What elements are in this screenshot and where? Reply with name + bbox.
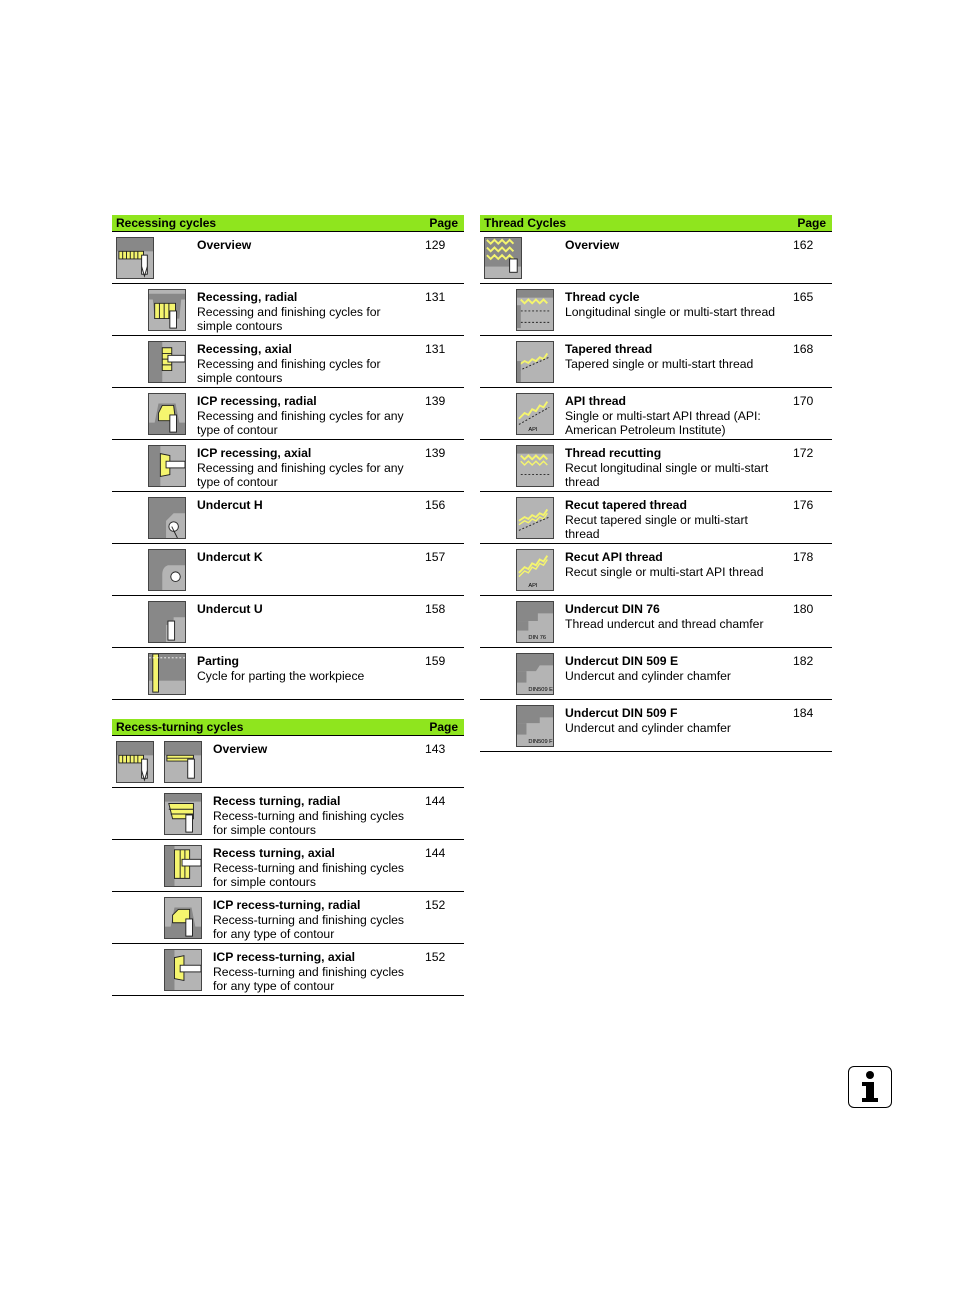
row-description: Recessing and finishing cycles for simple contours: [197, 304, 381, 334]
row-page-number: 139: [425, 446, 446, 460]
row-title: API thread: [565, 394, 626, 408]
table-row: [112, 284, 464, 336]
row-description: Thread undercut and thread chamfer: [565, 616, 764, 631]
table-row: [480, 388, 832, 440]
row-page-number: 176: [793, 498, 814, 512]
table-row: [112, 788, 464, 840]
row-page-number: 131: [425, 342, 446, 356]
row-page-number: 129: [425, 238, 446, 252]
table-row: [112, 336, 464, 388]
row-page-number: 172: [793, 446, 814, 460]
page-column-header: Page: [429, 216, 458, 230]
row-title: Parting: [197, 654, 239, 668]
row-text: [197, 654, 417, 683]
table-row: [480, 284, 832, 336]
thread-api-icon: [516, 393, 554, 435]
row-title: Undercut DIN 509 E: [565, 654, 679, 668]
info-icon: [848, 1066, 892, 1108]
row-title: ICP recessing, axial: [197, 446, 312, 460]
svg-text:DIN509 E: DIN509 E: [528, 687, 553, 694]
row-description: Cycle for parting the workpiece: [197, 668, 365, 683]
row-description: Recut tapered single or multi-start thread: [565, 512, 748, 542]
parting-icon: [148, 653, 186, 695]
undercut-h-icon: [148, 497, 186, 539]
thread-recut-taper-icon: [516, 497, 554, 539]
svg-text:DIN509 F: DIN509 F: [528, 739, 553, 746]
thread-overview-icon: [484, 237, 522, 279]
row-text: [565, 342, 785, 371]
row-page-number: 180: [793, 602, 814, 616]
table-row: [480, 440, 832, 492]
row-page-number: 162: [793, 238, 814, 252]
row-description: Recut longitudinal single or multi-start thread: [565, 460, 769, 490]
row-description: Recut single or multi-start API thread: [565, 564, 764, 579]
thread-long-icon: [516, 289, 554, 331]
row-page-number: 152: [425, 898, 446, 912]
rt-icp-axial-icon: [164, 949, 202, 991]
row-text: [197, 498, 417, 513]
table-header: [112, 719, 464, 736]
table-row: [480, 336, 832, 388]
row-page-number: 131: [425, 290, 446, 304]
row-text: [213, 742, 417, 757]
table-row: [112, 944, 464, 996]
row-description: Undercut and cylinder chamfer: [565, 668, 731, 683]
rt-icp-radial-icon: [164, 897, 202, 939]
row-page-number: 168: [793, 342, 814, 356]
table-header: [112, 215, 464, 232]
row-page-number: 182: [793, 654, 814, 668]
table-row: [112, 440, 464, 492]
row-page-number: 157: [425, 550, 446, 564]
row-title: Overview: [213, 742, 268, 756]
row-title: Thread cycle: [565, 290, 640, 304]
table-row: [112, 736, 464, 788]
overview-recess-icon: [116, 741, 154, 783]
page-column-header: Page: [797, 216, 826, 230]
page-column-header: Page: [429, 720, 458, 734]
overview-recess-icon: [116, 237, 154, 279]
row-page-number: 144: [425, 846, 446, 860]
row-description: Recess-turning and finishing cycles for simple contours: [213, 860, 405, 890]
row-title: Tapered thread: [565, 342, 653, 356]
row-title: ICP recess-turning, axial: [213, 950, 356, 964]
recess-turning-cycles-table: [112, 719, 464, 996]
table-row: [112, 388, 464, 440]
table-row: [480, 648, 832, 700]
table-row: [112, 648, 464, 700]
din76-icon: [516, 601, 554, 643]
table-row: [112, 892, 464, 944]
svg-text:DIN 76: DIN 76: [528, 635, 547, 642]
row-title: ICP recessing, radial: [197, 394, 317, 408]
recessing-cycles-table: [112, 215, 464, 700]
icp-axial-icon: [148, 445, 186, 487]
row-page-number: 139: [425, 394, 446, 408]
row-text: [213, 846, 417, 890]
table-row: [112, 492, 464, 544]
rt-axial-icon: [164, 845, 202, 887]
table-row: [112, 596, 464, 648]
row-text: [565, 706, 785, 735]
overview-recess-turn-icon: [164, 741, 202, 783]
row-title: Recut tapered thread: [565, 498, 687, 512]
row-description: Single or multi-start API thread (API: American Petroleum Institute): [565, 408, 761, 438]
row-text: [565, 602, 785, 631]
undercut-u-icon: [148, 601, 186, 643]
row-title: Recess turning, radial: [213, 794, 341, 808]
din509f-icon: [516, 705, 554, 747]
row-text: [197, 602, 417, 617]
thread-taper-icon: [516, 341, 554, 383]
undercut-k-icon: [148, 549, 186, 591]
row-title: Thread recutting: [565, 446, 662, 460]
row-text: [565, 498, 785, 542]
row-text: [197, 238, 417, 253]
row-description: Recess-turning and finishing cycles for any type of contour: [213, 912, 405, 942]
row-title: Overview: [197, 238, 252, 252]
row-title: ICP recess-turning, radial: [213, 898, 361, 912]
row-page-number: 165: [793, 290, 814, 304]
row-title: Overview: [565, 238, 620, 252]
table-title: Recessing cycles: [116, 216, 217, 230]
table-row: [480, 232, 832, 284]
row-page-number: 184: [793, 706, 814, 720]
row-page-number: 156: [425, 498, 446, 512]
table-row: [112, 544, 464, 596]
row-description: Longitudinal single or multi-start thread: [565, 304, 776, 319]
row-title: Recut API thread: [565, 550, 663, 564]
row-page-number: 143: [425, 742, 446, 756]
row-title: Undercut H: [197, 498, 263, 512]
table-row: [480, 492, 832, 544]
row-text: [565, 290, 785, 319]
row-description: Recessing and finishing cycles for any type of contour: [197, 408, 404, 438]
thread-recut-icon: [516, 445, 554, 487]
row-text: [565, 550, 785, 579]
row-description: Tapered single or multi-start thread: [565, 356, 754, 371]
rt-radial-icon: [164, 793, 202, 835]
row-title: Undercut DIN 76: [565, 602, 660, 616]
row-text: [213, 898, 417, 942]
row-text: [213, 950, 417, 994]
table-row: [480, 544, 832, 596]
row-title: Recessing, axial: [197, 342, 292, 356]
row-title: Undercut U: [197, 602, 263, 616]
row-title: Undercut DIN 509 F: [565, 706, 678, 720]
icp-radial-icon: [148, 393, 186, 435]
row-text: [213, 794, 417, 838]
thread-recut-api-icon: [516, 549, 554, 591]
row-description: Recess-turning and finishing cycles for any type of contour: [213, 964, 405, 994]
row-page-number: 178: [793, 550, 814, 564]
row-text: [197, 342, 417, 386]
row-text: [565, 394, 785, 438]
row-description: Recessing and finishing cycles for simple contours: [197, 356, 381, 386]
row-page-number: 144: [425, 794, 446, 808]
row-text: [565, 446, 785, 490]
table-title: Recess-turning cycles: [116, 720, 244, 734]
table-row: [112, 232, 464, 284]
table-row: [112, 840, 464, 892]
row-page-number: 170: [793, 394, 814, 408]
row-text: [197, 394, 417, 438]
row-text: [197, 550, 417, 565]
row-title: Undercut K: [197, 550, 263, 564]
row-page-number: 158: [425, 602, 446, 616]
table-title: Thread Cycles: [484, 216, 567, 230]
din509e-icon: [516, 653, 554, 695]
table-header: [480, 215, 832, 232]
row-text: [565, 238, 785, 253]
row-page-number: 159: [425, 654, 446, 668]
thread-cycles-table: [480, 215, 832, 752]
row-text: [197, 446, 417, 490]
table-row: [480, 596, 832, 648]
row-text: [565, 654, 785, 683]
svg-text:API: API: [528, 427, 538, 434]
row-description: Recessing and finishing cycles for any type of contour: [197, 460, 404, 490]
row-description: Recess-turning and finishing cycles for simple contours: [213, 808, 405, 838]
row-text: [197, 290, 417, 334]
row-page-number: 152: [425, 950, 446, 964]
svg-text:API: API: [528, 583, 538, 590]
radial-recess-icon: [148, 289, 186, 331]
table-row: [480, 700, 832, 752]
row-title: Recess turning, axial: [213, 846, 335, 860]
row-title: Recessing, radial: [197, 290, 298, 304]
row-description: Undercut and cylinder chamfer: [565, 720, 731, 735]
axial-recess-icon: [148, 341, 186, 383]
